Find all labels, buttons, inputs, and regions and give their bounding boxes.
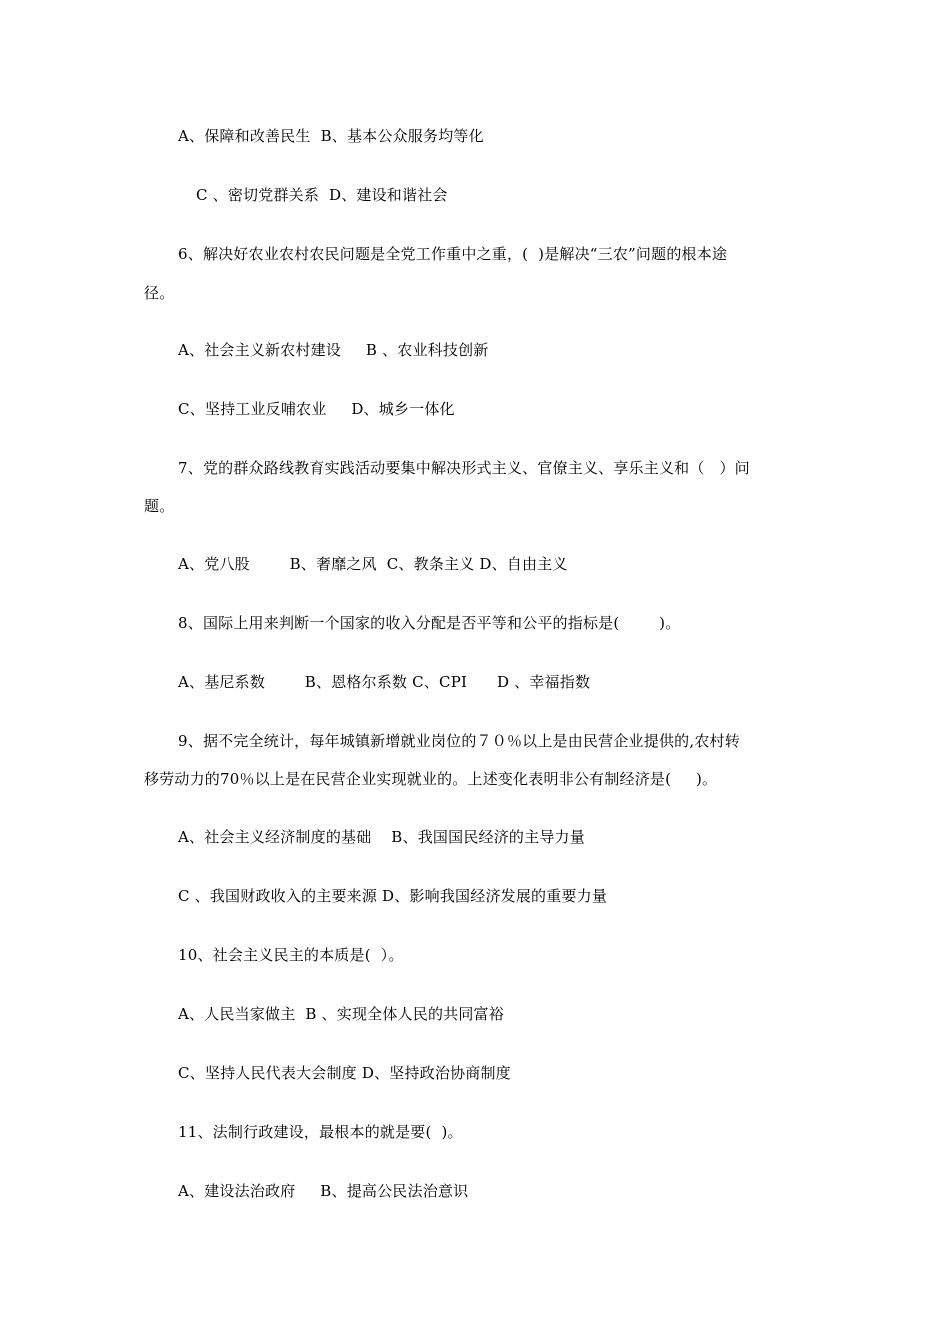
q6-options-cd: C、坚持工业反哺农业 D、城乡一体化 — [178, 400, 455, 418]
q7-stem-line1: 7、党的群众路线教育实践活动要集中解决形式主义、官僚主义、享乐主义和（ ）问 — [178, 459, 750, 477]
q9-stem-line1: 9、据不完全统计，每年城镇新增就业岗位的７０％以上是由民营企业提供的,农村转 — [178, 732, 740, 750]
q6-options-ab: A、社会主义新农村建设 B 、农业科技创新 — [178, 341, 489, 359]
q7-stem-line2: 题。 — [144, 497, 175, 515]
q10-stem: 10、社会主义民主的本质是( ）。 — [178, 946, 404, 964]
q10-options-ab: A、人民当家做主 B 、实现全体人民的共同富裕 — [178, 1005, 504, 1023]
q5-options-ab: A、保障和改善民生 B、基本公众服务均等化 — [178, 127, 484, 145]
q10-options-cd: C、坚持人民代表大会制度 D、坚持政治协商制度 — [178, 1064, 511, 1082]
q11-options-ab: A、建设法治政府 B、提高公民法治意识 — [178, 1182, 469, 1200]
q11-stem: 11、法制行政建设，最根本的就是要( )。 — [178, 1123, 463, 1141]
q9-options-ab: A、社会主义经济制度的基础 B、我国国民经济的主导力量 — [178, 828, 585, 846]
q9-stem-line2: 移劳动力的70％以上是在民营企业实现就业的。上述变化表明非公有制经济是( )。 — [144, 770, 718, 788]
q8-stem: 8、国际上用来判断一个国家的收入分配是否平等和公平的指标是( )。 — [178, 614, 681, 632]
q6-stem-line2: 径。 — [144, 284, 175, 302]
q6-stem-line1: 6、解决好农业农村农民问题是全党工作重中之重，( )是解决“三农”问题的根本途 — [178, 245, 728, 263]
q5-options-cd: C 、密切党群关系 D、建设和谐社会 — [196, 186, 448, 204]
q9-options-cd: C 、我国财政收入的主要来源 D、影响我国经济发展的重要力量 — [178, 887, 608, 905]
q8-options: A、基尼系数 B、恩格尔系数 C、CPI D 、幸福指数 — [178, 673, 591, 691]
q7-options: A、党八股 B、奢靡之风 C、教条主义 D、自由主义 — [178, 555, 568, 573]
